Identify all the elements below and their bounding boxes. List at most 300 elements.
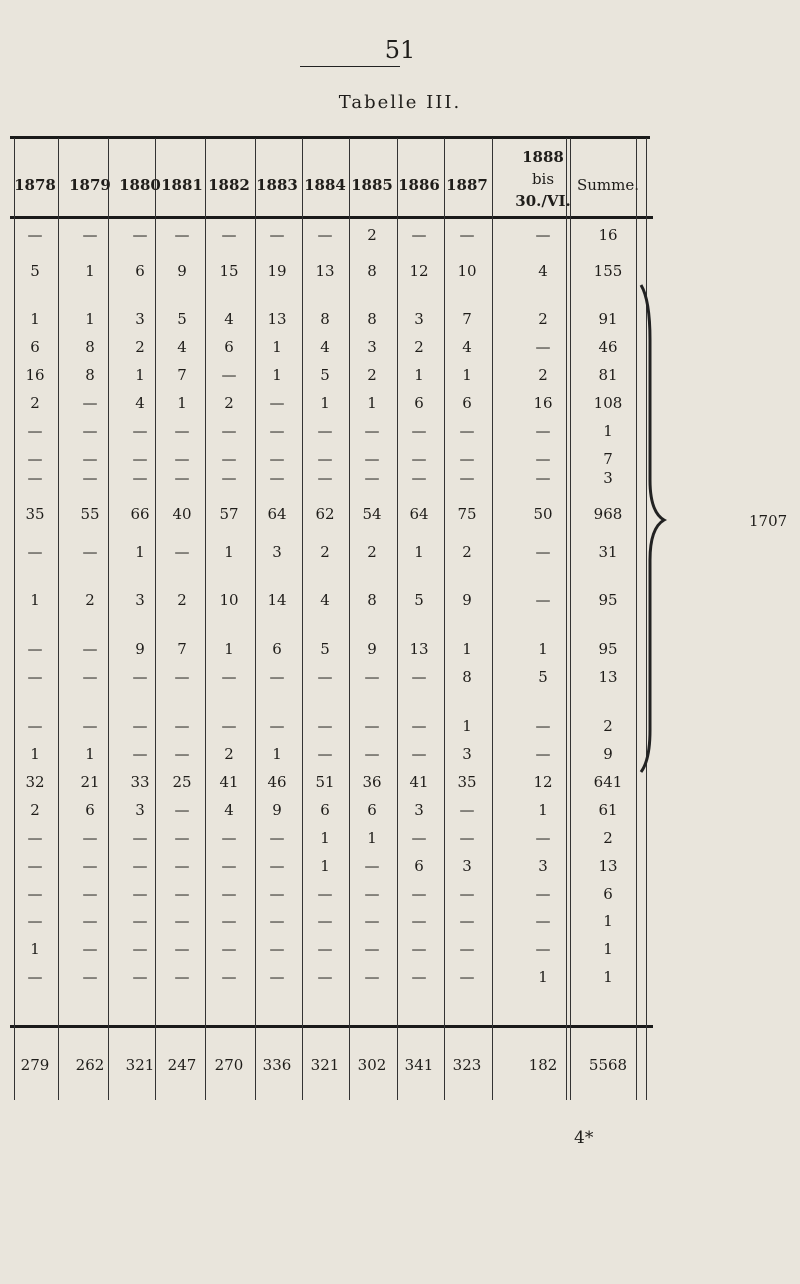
table-cell: 641	[593, 773, 623, 791]
table-cell: 1	[603, 422, 613, 440]
table-cell: —	[269, 226, 285, 244]
column-header-sum: Summe.	[576, 176, 640, 194]
table-cell: —	[27, 857, 43, 875]
table-cell: 2	[538, 366, 548, 384]
table-cell: —	[459, 968, 475, 986]
table-cell: 1	[320, 394, 330, 412]
table-cell: —	[174, 829, 190, 847]
table-cell: —	[535, 226, 551, 244]
table-cell: —	[27, 885, 43, 903]
total-cell: 247	[167, 1056, 197, 1074]
table-cell: —	[132, 857, 148, 875]
table-cell: —	[364, 422, 380, 440]
table-cell: —	[411, 422, 427, 440]
table-cell: —	[411, 226, 427, 244]
table-cell: —	[459, 801, 475, 819]
table-cell: 1	[85, 262, 95, 280]
table-cell: —	[132, 226, 148, 244]
table-cell: 3	[603, 469, 613, 487]
table-cell: —	[221, 885, 237, 903]
table-cell: 155	[593, 262, 623, 280]
table-cell: —	[411, 450, 427, 468]
table-cell: 2	[603, 829, 613, 847]
table-cell: —	[535, 422, 551, 440]
table-cell: —	[221, 450, 237, 468]
table-cell: —	[132, 450, 148, 468]
table-cell: —	[364, 469, 380, 487]
table-cell: 62	[315, 505, 335, 523]
table-cell: 8	[462, 668, 472, 686]
table-cell: 7	[177, 366, 187, 384]
table-cell: —	[82, 968, 98, 986]
table-cell: 4	[224, 310, 234, 328]
table-cell: 33	[130, 773, 150, 791]
table-cell: 1	[538, 801, 548, 819]
table-cell: 81	[598, 366, 618, 384]
table-cell: 5	[320, 366, 330, 384]
table-cell: —	[411, 940, 427, 958]
total-cell: 336	[262, 1056, 292, 1074]
table-cell: —	[269, 912, 285, 930]
table-cell: 19	[267, 262, 287, 280]
table-cell: 1	[538, 968, 548, 986]
table-cell: 4	[538, 262, 548, 280]
table-cell: —	[411, 717, 427, 735]
total-cell: 321	[310, 1056, 340, 1074]
table-cell: —	[411, 968, 427, 986]
table-cell: —	[535, 450, 551, 468]
table-cell: 13	[267, 310, 287, 328]
table-cell: —	[174, 717, 190, 735]
table-cell: —	[27, 912, 43, 930]
table-cell: —	[411, 829, 427, 847]
table-cell: 5	[177, 310, 187, 328]
table-cell: 2	[367, 226, 377, 244]
table-cell: 5	[320, 640, 330, 658]
table-cell: 9	[177, 262, 187, 280]
table-cell: —	[174, 885, 190, 903]
table-cell: 16	[25, 366, 45, 384]
table-cell: 2	[603, 717, 613, 735]
table-cell: —	[27, 543, 43, 561]
column-header: 1884	[304, 176, 346, 194]
table-cell: —	[174, 857, 190, 875]
table-cell: 2	[177, 591, 187, 609]
table-cell: 8	[367, 262, 377, 280]
table-cell: 40	[172, 505, 192, 523]
table-cell: —	[364, 745, 380, 763]
column-divider	[58, 138, 59, 1100]
table-cell: 5	[414, 591, 424, 609]
table-cell: —	[82, 717, 98, 735]
table-cell: 64	[267, 505, 287, 523]
table-cell: —	[535, 745, 551, 763]
table-cell: —	[27, 829, 43, 847]
table-cell: —	[27, 226, 43, 244]
table-cell: —	[269, 968, 285, 986]
table-cell: —	[364, 885, 380, 903]
table-cell: —	[221, 968, 237, 986]
table-cell: —	[221, 912, 237, 930]
table-cell: —	[535, 940, 551, 958]
column-divider	[492, 138, 493, 1100]
total-cell: 321	[125, 1056, 155, 1074]
table-cell: —	[269, 885, 285, 903]
total-cell: 262	[75, 1056, 105, 1074]
table-cell: 1	[603, 968, 613, 986]
table-cell: —	[174, 226, 190, 244]
table-cell: 968	[593, 505, 623, 523]
table-cell: 1	[177, 394, 187, 412]
table-cell: —	[364, 857, 380, 875]
header-rule	[10, 216, 653, 219]
table-cell: 7	[603, 450, 613, 468]
table-cell: —	[411, 885, 427, 903]
table-cell: 1	[85, 310, 95, 328]
table-cell: 14	[267, 591, 287, 609]
column-divider	[349, 138, 350, 1100]
table-cell: —	[174, 668, 190, 686]
table-cell: 1	[30, 940, 40, 958]
table-cell: 2	[462, 543, 472, 561]
table-cell: —	[269, 829, 285, 847]
table-cell: 13	[409, 640, 429, 658]
table-cell: 1	[414, 366, 424, 384]
table-cell: 1	[603, 912, 613, 930]
table-cell: —	[132, 940, 148, 958]
table-cell: 2	[367, 543, 377, 561]
table-cell: —	[535, 543, 551, 561]
table-cell: —	[82, 450, 98, 468]
table-cell: —	[174, 543, 190, 561]
table-cell: 5	[538, 668, 548, 686]
table-cell: —	[459, 469, 475, 487]
table-cell: 3	[135, 591, 145, 609]
table-cell: 13	[598, 668, 618, 686]
table-cell: —	[317, 745, 333, 763]
table-cell: 8	[320, 310, 330, 328]
table-cell: 95	[598, 591, 618, 609]
table-cell: 1	[603, 940, 613, 958]
table-cell: 7	[177, 640, 187, 658]
table-cell: —	[317, 226, 333, 244]
table-cell: 6	[85, 801, 95, 819]
total-cell: 302	[357, 1056, 387, 1074]
table-cell: 4	[177, 338, 187, 356]
table-cell: 61	[598, 801, 618, 819]
table-cell: 2	[135, 338, 145, 356]
table-cell: —	[221, 668, 237, 686]
table-cell: 1	[30, 745, 40, 763]
table-cell: 8	[85, 366, 95, 384]
table-cell: —	[269, 422, 285, 440]
table-cell: —	[459, 912, 475, 930]
table-cell: 1	[224, 640, 234, 658]
column-divider	[566, 138, 567, 1100]
table-cell: 1	[85, 745, 95, 763]
column-header: 1886	[398, 176, 440, 194]
table-cell: —	[132, 829, 148, 847]
table-cell: 3	[538, 857, 548, 875]
table-cell: —	[132, 968, 148, 986]
column-divider	[636, 138, 637, 1100]
table-cell: —	[221, 829, 237, 847]
table-cell: —	[221, 469, 237, 487]
table-cell: 3	[272, 543, 282, 561]
table-cell: 4	[135, 394, 145, 412]
table-cell: 3	[462, 745, 472, 763]
table-cell: —	[317, 450, 333, 468]
table-cell: —	[411, 912, 427, 930]
table-title: Tabelle III.	[338, 92, 462, 113]
table-cell: —	[82, 912, 98, 930]
table-cell: 9	[272, 801, 282, 819]
column-header: 1879	[69, 176, 111, 194]
table-cell: 6	[603, 885, 613, 903]
table-cell: —	[82, 640, 98, 658]
table-cell: —	[82, 885, 98, 903]
table-cell: —	[364, 968, 380, 986]
table-cell: 8	[367, 310, 377, 328]
table-cell: 1	[30, 591, 40, 609]
table-cell: 50	[533, 505, 553, 523]
table-cell: 3	[367, 338, 377, 356]
column-divider	[397, 138, 398, 1100]
table-cell: —	[221, 422, 237, 440]
table-cell: 1	[224, 543, 234, 561]
table-cell: 1	[320, 857, 330, 875]
table-cell: 6	[462, 394, 472, 412]
table-cell: —	[269, 394, 285, 412]
table-cell: —	[174, 801, 190, 819]
table-cell: 16	[533, 394, 553, 412]
table-cell: —	[174, 912, 190, 930]
table-cell: —	[27, 717, 43, 735]
table-cell: —	[221, 366, 237, 384]
table-cell: —	[317, 885, 333, 903]
table-cell: 6	[414, 394, 424, 412]
column-header-1888: bis	[531, 170, 555, 188]
table-cell: 6	[30, 338, 40, 356]
page-number: 51	[384, 36, 416, 64]
table-cell: —	[411, 668, 427, 686]
table-cell: —	[535, 469, 551, 487]
table-cell: —	[174, 469, 190, 487]
total-cell: 279	[20, 1056, 50, 1074]
column-divider	[570, 138, 571, 1100]
column-header: 1882	[208, 176, 250, 194]
column-header-1888: 1888	[522, 148, 564, 166]
table-cell: 108	[593, 394, 623, 412]
table-cell: 16	[598, 226, 618, 244]
column-header: 1885	[351, 176, 393, 194]
table-cell: —	[535, 591, 551, 609]
table-cell: 75	[457, 505, 477, 523]
table-cell: 9	[462, 591, 472, 609]
table-cell: 9	[603, 745, 613, 763]
table-cell: 6	[320, 801, 330, 819]
table-cell: 4	[320, 338, 330, 356]
table-cell: —	[27, 422, 43, 440]
table-cell: —	[174, 940, 190, 958]
table-cell: —	[82, 469, 98, 487]
table-cell: 3	[414, 310, 424, 328]
table-cell: 12	[533, 773, 553, 791]
table-cell: 10	[457, 262, 477, 280]
column-divider	[646, 138, 647, 1100]
column-divider	[205, 138, 206, 1100]
table-cell: —	[317, 717, 333, 735]
table-cell: 51	[315, 773, 335, 791]
table-cell: —	[174, 422, 190, 440]
table-cell: 91	[598, 310, 618, 328]
table-cell: —	[364, 717, 380, 735]
table-cell: 8	[85, 338, 95, 356]
table-cell: 4	[224, 801, 234, 819]
table-cell: 6	[135, 262, 145, 280]
table-cell: 1	[320, 829, 330, 847]
table-cell: —	[364, 668, 380, 686]
table-cell: 6	[224, 338, 234, 356]
table-cell: —	[82, 829, 98, 847]
table-cell: —	[535, 912, 551, 930]
table-cell: 8	[367, 591, 377, 609]
table-cell: 1	[135, 543, 145, 561]
table-cell: 10	[219, 591, 239, 609]
table-cell: 35	[457, 773, 477, 791]
column-header: 1881	[161, 176, 203, 194]
table-cell: 6	[367, 801, 377, 819]
table-cell: —	[132, 422, 148, 440]
table-cell: —	[535, 338, 551, 356]
table-cell: —	[459, 829, 475, 847]
table-cell: —	[317, 668, 333, 686]
table-cell: 4	[320, 591, 330, 609]
table-cell: —	[535, 717, 551, 735]
table-cell: —	[132, 912, 148, 930]
table-cell: —	[535, 829, 551, 847]
table-cell: 1	[414, 543, 424, 561]
table-cell: 15	[219, 262, 239, 280]
table-cell: 1	[272, 366, 282, 384]
table-cell: 95	[598, 640, 618, 658]
column-header-1888: 30./VI.	[515, 192, 571, 210]
table-cell: 64	[409, 505, 429, 523]
table-cell: 2	[85, 591, 95, 609]
column-header: 1878	[14, 176, 56, 194]
table-cell: 13	[315, 262, 335, 280]
table-cell: —	[411, 469, 427, 487]
table-cell: 9	[367, 640, 377, 658]
table-cell: 6	[272, 640, 282, 658]
total-cell: 270	[214, 1056, 244, 1074]
table-cell: 54	[362, 505, 382, 523]
table-cell: —	[221, 857, 237, 875]
table-cell: 35	[25, 505, 45, 523]
table-cell: 2	[224, 394, 234, 412]
top-rule	[10, 136, 650, 139]
table-cell: 46	[598, 338, 618, 356]
table-cell: —	[82, 668, 98, 686]
table-cell: 2	[538, 310, 548, 328]
table-cell: —	[132, 885, 148, 903]
table-cell: 55	[80, 505, 100, 523]
table-cell: 7	[462, 310, 472, 328]
table-cell: 6	[414, 857, 424, 875]
table-cell: 1	[462, 366, 472, 384]
table-cell: —	[82, 543, 98, 561]
table-cell: —	[269, 450, 285, 468]
table-cell: —	[221, 226, 237, 244]
table-cell: —	[132, 717, 148, 735]
table-cell: —	[459, 940, 475, 958]
table-cell: —	[459, 422, 475, 440]
table-cell: —	[221, 940, 237, 958]
table-cell: 1	[538, 640, 548, 658]
table-cell: 2	[414, 338, 424, 356]
table-cell: —	[174, 745, 190, 763]
table-cell: 12	[409, 262, 429, 280]
column-header: 1880	[119, 176, 161, 194]
column-header: 1883	[256, 176, 298, 194]
table-cell: 5	[30, 262, 40, 280]
table-cell: —	[459, 885, 475, 903]
table-cell: 31	[598, 543, 618, 561]
table-cell: 1	[30, 310, 40, 328]
table-cell: —	[27, 640, 43, 658]
table-cell: —	[27, 668, 43, 686]
table-cell: —	[317, 968, 333, 986]
table-cell: 13	[598, 857, 618, 875]
table-cell: 4	[462, 338, 472, 356]
table-cell: 2	[367, 366, 377, 384]
table-cell: —	[132, 745, 148, 763]
table-cell: —	[82, 422, 98, 440]
table-cell: 9	[135, 640, 145, 658]
table-cell: 3	[414, 801, 424, 819]
table-cell: —	[27, 469, 43, 487]
table-cell: 2	[30, 394, 40, 412]
table-cell: —	[82, 394, 98, 412]
table-cell: 2	[224, 745, 234, 763]
table-cell: —	[82, 226, 98, 244]
column-divider	[255, 138, 256, 1100]
table-cell: —	[317, 469, 333, 487]
table-cell: 41	[409, 773, 429, 791]
brace-total: 1707	[749, 512, 788, 530]
table-cell: —	[174, 968, 190, 986]
table-cell: —	[82, 857, 98, 875]
page-number-rule	[300, 66, 400, 67]
table-cell: 36	[362, 773, 382, 791]
table-cell: —	[317, 422, 333, 440]
table-cell: —	[364, 912, 380, 930]
table-cell: —	[27, 450, 43, 468]
table-cell: —	[269, 469, 285, 487]
table-cell: 2	[30, 801, 40, 819]
table-cell: —	[132, 668, 148, 686]
table-cell: —	[269, 717, 285, 735]
table-cell: 2	[320, 543, 330, 561]
table-cell: 66	[130, 505, 150, 523]
table-cell: 1	[272, 745, 282, 763]
totals-rule	[10, 1025, 653, 1028]
total-cell: 5568	[588, 1056, 628, 1074]
table-cell: 46	[267, 773, 287, 791]
table-cell: —	[269, 857, 285, 875]
table-cell: 1	[367, 829, 377, 847]
table-cell: —	[82, 940, 98, 958]
